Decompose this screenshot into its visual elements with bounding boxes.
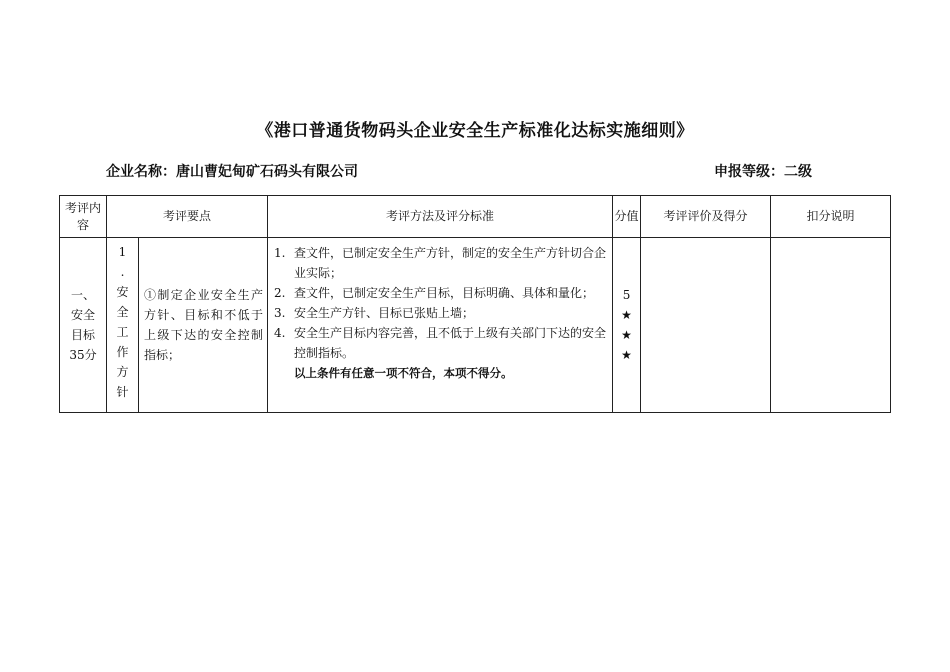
method-text: 安全生产方针、目标已张贴上墙；	[294, 306, 475, 320]
category-line: 35分	[69, 348, 97, 362]
requirement-text: ①制定企业安全生产方针、目标和不低于上级下达的安全控制指标；	[144, 288, 264, 362]
header-category: 考评内容	[60, 196, 107, 238]
header-deduction: 扣分说明	[771, 196, 891, 238]
sub-item-char: 全	[116, 305, 129, 319]
method-item	[274, 283, 608, 303]
method-text: 查文件，已制定安全生产目标，目标明确、具体和量化；	[294, 286, 595, 300]
table-row	[60, 238, 891, 413]
method-note: 以上条件有任意一项不符合，本项不得分。	[294, 366, 513, 380]
method-text: 查文件，已制定安全生产方针，制定的安全生产方针切合企业实际；	[294, 246, 607, 280]
sub-item-char: 作	[116, 345, 129, 359]
method-number: 4.	[274, 326, 286, 340]
sub-item-char: 1	[118, 245, 127, 259]
deduction-cell	[771, 238, 891, 413]
application-level: 申报等级：二级	[714, 164, 812, 180]
sub-item-cell	[107, 238, 139, 413]
score-value: 5	[622, 288, 631, 302]
header-row	[60, 196, 891, 238]
method-cell	[268, 238, 613, 413]
header-method: 考评方法及评分标准	[268, 196, 613, 238]
method-number: 1.	[274, 246, 286, 260]
method-item	[274, 243, 608, 283]
header-evaluation: 考评评价及得分	[641, 196, 771, 238]
document-title: 《港口普通货物码头企业安全生产标准化达标实施细则》	[256, 121, 694, 141]
evaluation-cell	[641, 238, 771, 413]
method-item	[274, 303, 608, 323]
method-item	[274, 323, 608, 363]
method-number: 2.	[274, 286, 286, 300]
score-cell	[613, 238, 641, 413]
sub-item-char: .	[120, 265, 125, 279]
category-cell	[60, 238, 107, 413]
category-line: 安全	[70, 308, 95, 322]
method-text: 安全生产目标内容完善，且不低于上级有关部门下达的安全控制指标。	[294, 326, 607, 360]
star-icon: ★	[621, 308, 632, 322]
sub-item-char: 安	[116, 285, 129, 299]
header-requirement: 考评要点	[107, 196, 268, 238]
category-line: 目标	[70, 328, 95, 342]
category-line: 一、	[70, 288, 95, 302]
sub-item-char: 工	[116, 325, 129, 339]
sub-item-char: 针	[116, 385, 129, 399]
requirement-cell	[139, 238, 268, 413]
evaluation-table	[59, 195, 891, 413]
star-icon: ★	[621, 348, 632, 362]
company-name: 企业名称：唐山曹妃甸矿石码头有限公司	[106, 164, 358, 180]
header-score: 分值	[613, 196, 641, 238]
star-icon: ★	[621, 328, 632, 342]
method-number: 3.	[274, 306, 286, 320]
sub-item-char: 方	[116, 365, 129, 379]
